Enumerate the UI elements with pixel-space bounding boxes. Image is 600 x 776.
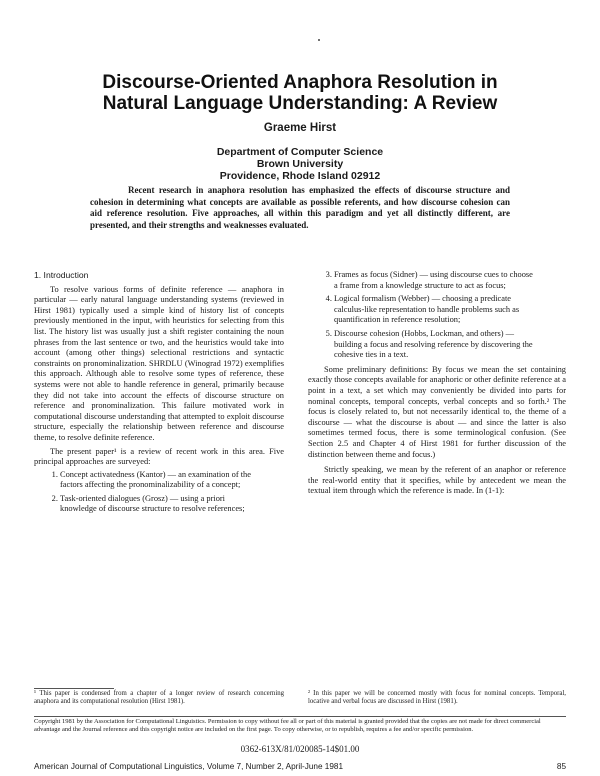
copyright-rule	[34, 716, 566, 717]
list-item: 4. Logical formalism (Webber) — choosing a predicate calculus-like representation to handle problems such as quantification in reference resolution;	[334, 294, 566, 326]
list-item: 1. Concept activatedness (Kantor) — an examination of the factors affecting the pronominalizability of a concept;	[60, 470, 284, 491]
author-name: Graeme Hirst	[263, 122, 337, 134]
affiliation-city: Providence, Rhode Island 02912	[219, 170, 381, 182]
issn-code: 0362-613X/81/020085-14$01.00	[240, 744, 360, 754]
left-column	[34, 270, 284, 518]
intro-paragraph-2: The present paper¹ is a review of recent work in this area. Five principal approaches are surveyed:	[34, 446, 284, 467]
list-item: 5. Discourse cohesion (Hobbs, Lockman, and others) — building a focus and resolving reference by discovering the cohesive ties in a text.	[334, 329, 566, 361]
intro-paragraph-1: To resolve various forms of definite reference — anaphora in particular — early natural language understanding systems (reviewed in Hirst 1981) typically used a simple kind of history list of concepts previously mentioned in the input, with heuristics for selecting from this list. The history list was usually just a shift register containing the noun phrases from the last sentence or two, and the heuristics would take into account (among other things) selectional restrictions and syntactic constraints on pronominalization. SHRDLU (Winograd 1972) exemplifies this approach. Although able to resolve some types of reference, these systems were not able to handle reference in general, primarily because they did not take into account the effects of discourse structure on reference and pronominalization. This failure motivated work in computational discourse understanding that attempted to exploit discourse structure, especially the relationship between reference and discourse theme, to resolve definite reference.	[34, 284, 284, 442]
section-heading: 1. Introduction	[34, 270, 89, 280]
paper-title-line-1: Discourse-Oriented Anaphora Resolution in	[102, 72, 498, 93]
approach-list-right	[308, 270, 566, 361]
page-number: 85	[556, 762, 566, 771]
definitions-paragraph: Some preliminary definitions: By focus we mean the set containing exactly those concepts available for anaphoric or other definite reference at a point in a text, a set which may conveniently be divided into parts for nominal concepts, temporal concepts, verbal concepts and so forth.² The focus is closely related to, but not necessarily identical to, the theme of a discourse — what the discourse is about — and since the latter is also sometimes termed focus, there is some terminological confusion. (See Section 2.5 and Chapter 4 of Hirst 1981 for further discussion of the distinction between theme and focus.)	[308, 364, 566, 459]
referent-paragraph: Strictly speaking, we mean by the referent of an anaphor or reference the real-world entity that it specifies, while by antecedent we mean the textual item through which the reference is made. In (1-1):	[308, 465, 566, 496]
footnote-1: ¹ This paper is condensed from a chapter of a longer review of research concerning anaphora and its computational resolution (Hirst 1981).	[34, 690, 284, 706]
journal-footer: American Journal of Computational Linguistics, Volume 7, Number 2, April-June 1981	[34, 762, 344, 771]
abstract: Recent research in anaphora resolution has emphasized the effects of discourse structure and cohesion in determining what concepts are available as possible referents, and how discourse cohesion can aid reference resolution. Five approaches, all within this paradigm and yet all distinctly different, are presented, and their strengths and weaknesses evaluated.	[90, 185, 510, 230]
paper-title-line-2: Natural Language Understanding: A Review	[102, 93, 498, 114]
affiliation-university: Brown University	[256, 158, 344, 170]
copyright-notice: Copyright 1981 by the Association for Computational Linguistics. Permission to copy without fee all or part of this material is granted provided that the copies are not made for direct commercial advantage and the Journal reference and this copyright notice are included on the first page. To copy otherwise, or to republish, requires a fee and/or specific permission.	[34, 718, 541, 733]
approach-list-left	[34, 470, 284, 515]
footnote-2: ² In this paper we will be concerned mostly with focus for nominal concepts. Temporal, locative and verbal focus are discussed in Hirst (1981).	[308, 690, 566, 706]
right-column	[308, 270, 566, 497]
scan-speck	[318, 39, 320, 41]
footnote-rule-left	[34, 688, 114, 689]
list-item: 2. Task-oriented dialogues (Grosz) — using a priori knowledge of discourse structure to resolve references;	[60, 494, 284, 515]
list-item: 3. Frames as focus (Sidner) — using discourse cues to choose a frame from a knowledge structure to act as focus;	[334, 270, 566, 291]
affiliation-department: Department of Computer Science	[216, 146, 384, 158]
